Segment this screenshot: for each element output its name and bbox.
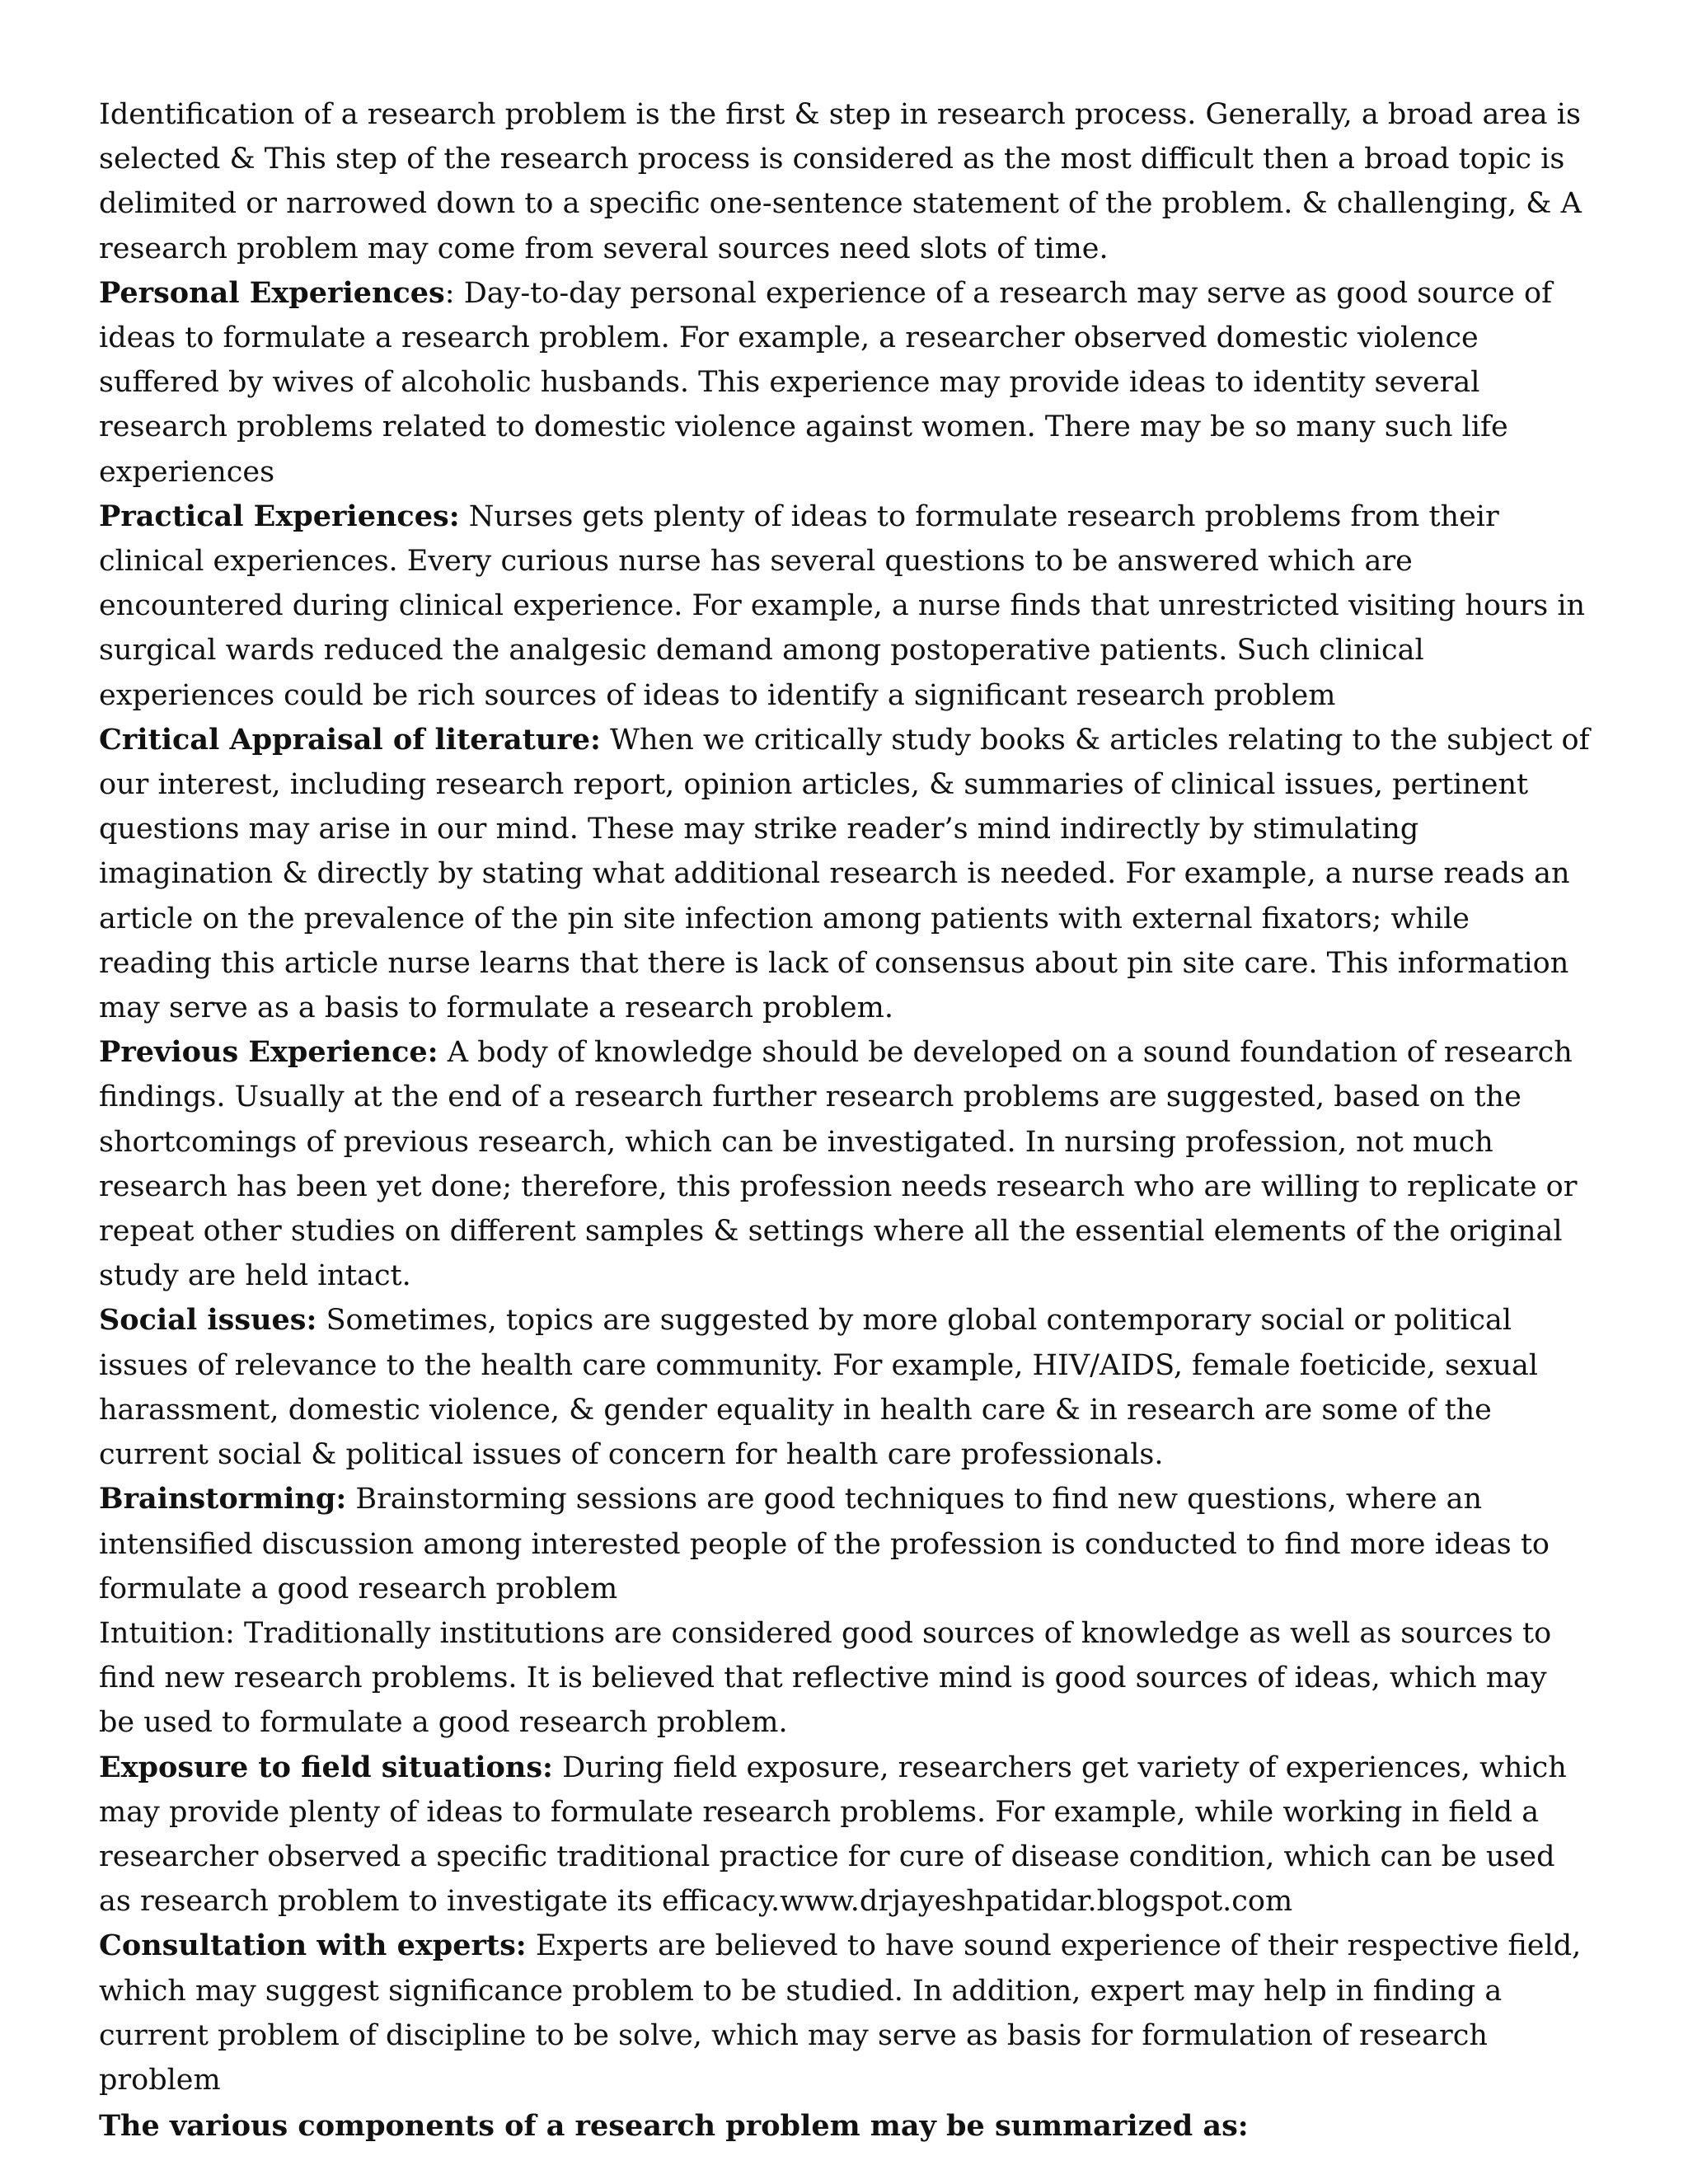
section-intuition xyxy=(99,1611,1591,1746)
section-term: Previous Experience: xyxy=(99,1035,438,1070)
section-text: Sometimes, topics are suggested by more global contemporary social or political issues of relevance to the health care community. For example, HIV/AIDS, female foeticide, sexual harassment, domestic violence, & gender equality in health care & in research are some of the current social & political issues of concern for health care professionals. xyxy=(99,1304,1539,1472)
section-previous-experience xyxy=(99,1030,1591,1298)
term-separator xyxy=(527,1929,536,1962)
document-page xyxy=(99,92,1591,2149)
section-term: Social issues: xyxy=(99,1303,317,1338)
summary-heading: The various components of a research problem may be summarized as: xyxy=(99,2109,1249,2144)
intro-paragraph: Identification of a research problem is the first & step in research process. Generally, a broad area is selected & This step of the research process is considered as the most difficult then a broad topic is delimited or narrowed down to a specific one-sentence statement of the problem. & challenging, & A research problem may come from several sources need slots of time. xyxy=(99,98,1582,265)
section-personal-experiences xyxy=(99,271,1591,494)
section-text: Experts are believed to have sound experience of their respective field, which may suggest significance problem to be studied. In addition, expert may help in finding a current problem of discipline to be solve, which may serve as basis for formulation of research problem xyxy=(99,1929,1582,2097)
term-separator xyxy=(346,1483,355,1516)
term-separator xyxy=(553,1751,562,1784)
section-brainstorming xyxy=(99,1477,1591,1611)
section-critical-appraisal xyxy=(99,718,1591,1030)
section-text: Brainstorming sessions are good techniques to find new questions, where an intensified discussion among interested people of the profession is conducted to find more ideas to formulate a good research problem xyxy=(99,1483,1550,1605)
term-separator xyxy=(438,1036,448,1069)
section-term: Consultation with experts: xyxy=(99,1929,527,1963)
section-text: During field exposure, researchers get variety of experiences, which may provide plenty of ideas to formulate research problems. For example, while working in field a researcher observed a specific traditional practice for cure of disease condition, which can be used as research problem to investigate its efficacy.www.drjayeshpatidar.blogspot.com xyxy=(99,1750,1567,1919)
section-text: When we critically study books & articles relating to the subject of our interest, including research report, opinion articles, & summaries of clinical issues, pertinent questions may arise in our mind. These may strike reader’s mind indirectly by stimulating imagination & directly by stating what additional research is needed. For example, a nurse reads an article on the prevalence of the pin site infection among patients with external fixators; while reading this article nurse learns that there is lack of consensus about pin site care. This information may serve as a basis to formulate a research problem. xyxy=(99,723,1590,1025)
section-term: Practical Experiences: xyxy=(99,499,460,533)
section-text: Intuition: Traditionally institutions are considered good sources of knowledge as well as sources to find new research problems. It is believed that reflective mind is good sources of ideas, which may be used to formulate a good research problem. xyxy=(99,1616,1552,1740)
section-practical-experiences xyxy=(99,494,1591,718)
section-term: Exposure to field situations: xyxy=(99,1750,553,1784)
section-text: Nurses gets plenty of ideas to formulate research problems from their clinical experiences. Every curious nurse has several questions to be answered which are encountered during clinical experience. For example, a nurse finds that unrestricted visiting hours in surgical wards reduced the analgesic demand among postoperative patients. Such clinical experiences could be rich sources of ideas to identify a significant research problem xyxy=(99,499,1586,712)
section-term: Critical Appraisal of literature: xyxy=(99,722,601,757)
section-text: Day-to-day personal experience of a research may serve as good source of ideas to formulate a research problem. For example, a researcher observed domestic violence suffered by wives of alcoholic husbands. This experience may provide ideas to identity several research problems related to domestic violence against women. There may be so many such life experiences xyxy=(99,276,1553,489)
section-exposure-to-field xyxy=(99,1746,1591,1924)
term-separator xyxy=(316,1304,326,1337)
section-social-issues xyxy=(99,1298,1591,1477)
term-separator: : xyxy=(444,276,464,310)
term-separator xyxy=(460,500,469,533)
section-term: Brainstorming: xyxy=(99,1482,347,1516)
section-text: A body of knowledge should be developed on a sound foundation of research findings. Usually at the end of a research further research problems are suggested, based on the shortcomings of previous research, which can be investigated. In nursing profession, not much research has been yet done; therefore, this profession needs research who are willing to replicate or repeat other studies on different samples & settings where all the essential elements of the original study are held intact. xyxy=(99,1036,1578,1293)
section-term: Personal Experiences xyxy=(99,275,445,310)
section-consultation-with-experts xyxy=(99,1924,1591,2102)
term-separator xyxy=(601,724,610,757)
